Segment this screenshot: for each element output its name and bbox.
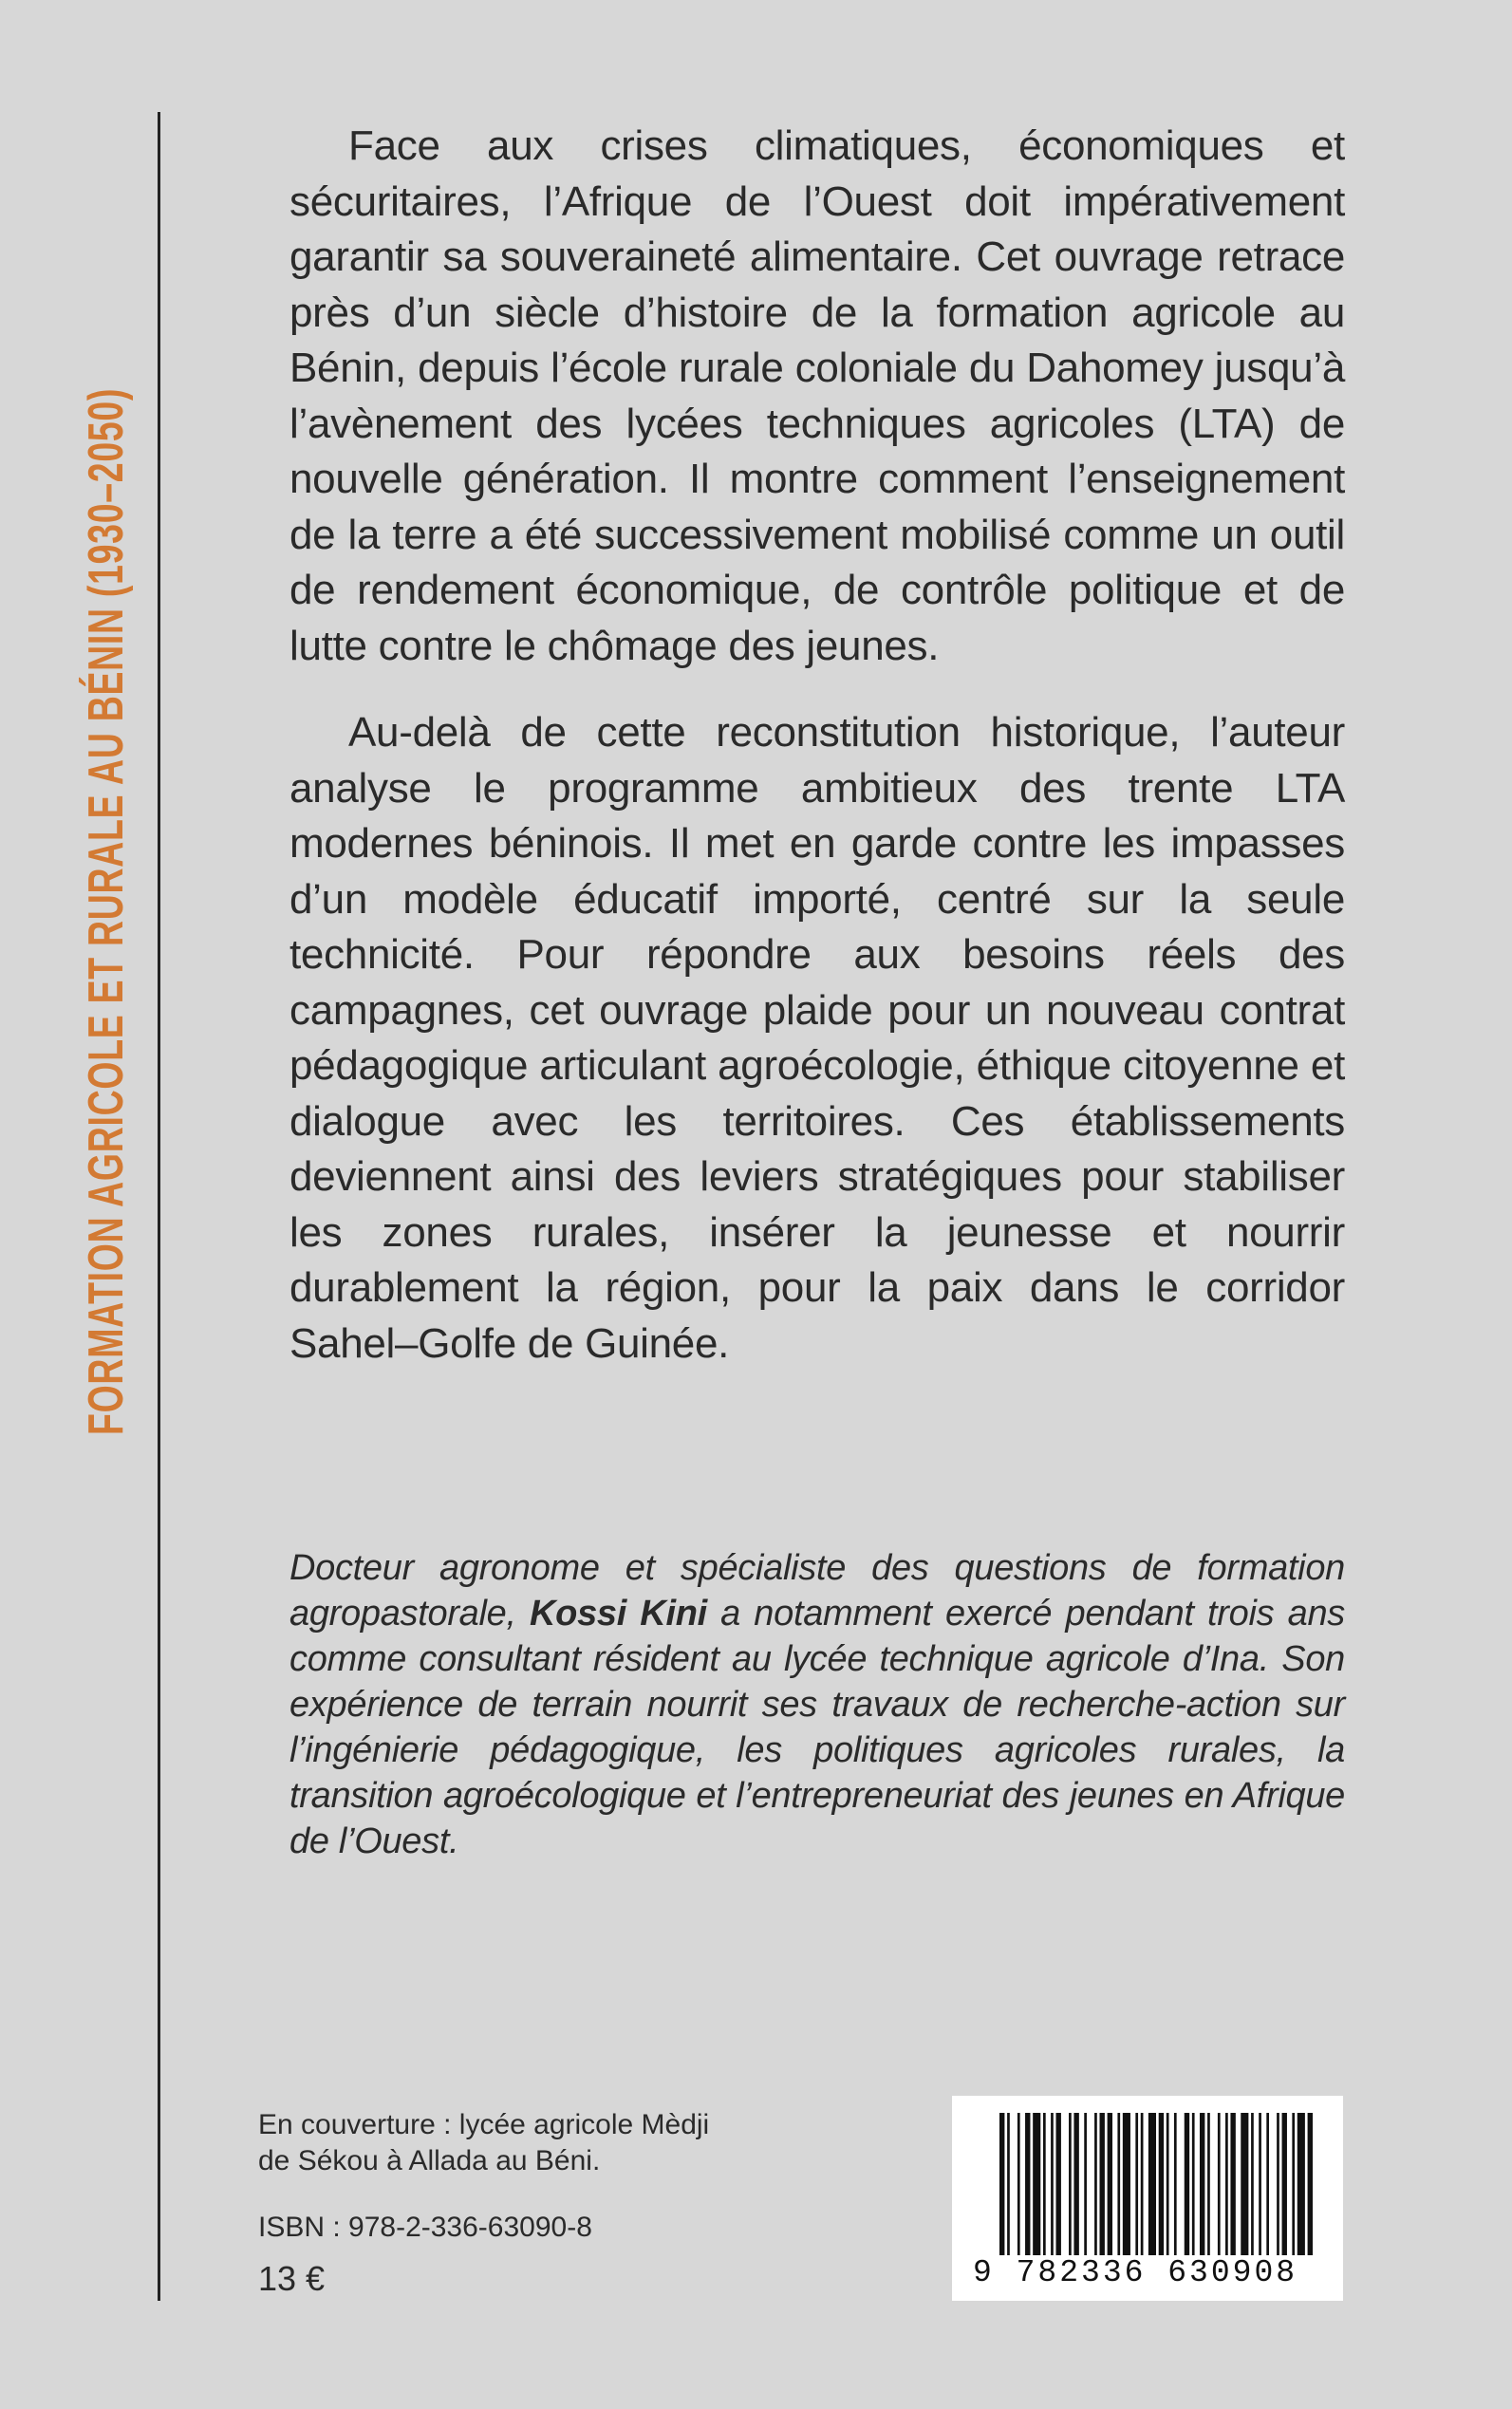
cover-photo-credit	[258, 2107, 709, 2179]
barcode-bars	[999, 2113, 1313, 2255]
bio-intro: Docteur agronome et spécialiste des questions de formation agropastorale,	[289, 1548, 1345, 1634]
barcode-digits: 9 782336 630908	[973, 2255, 1298, 2290]
bio-rest: a notamment exercé pendant trois ans comme consultant résident au lycée technique agricole d’Ina. Son expérience de terrain nourrit ses travaux de recherche-action sur l’ingénierie pédagogique, les politiques agricoles rurales, la transition agroécologique et l’entrepreneuriat des jeunes en Afrique de l’Ouest.	[289, 1594, 1345, 1861]
spine-title: FORMATION AGRICOLE ET RURALE AU BÉNIN (1930–2050)	[79, 387, 134, 1436]
author-name: Kossi Kini	[530, 1594, 707, 1634]
price: 13 €	[258, 2259, 326, 2298]
blurb-paragraph-2: Au-delà de cette reconstitution historique, l’auteur analyse le programme ambitieux des trente LTA modernes béninois. Il met en garde contre les impasses d’un modèle éducatif importé, centré sur la seule technicité. Pour répondre aux besoins réels des campagnes, cet ouvrage plaide pour un nouveau contrat pédagogique articulant agroécologie, éthique citoyenne et dialogue avec les territoires. Ces établissements deviennent ainsi des leviers stratégiques pour stabiliser les zones rurales, insérer la jeunesse et nourrir durablement la région, pour la paix dans le corridor Sahel–Golfe de Guinée.	[289, 709, 1345, 1367]
isbn: ISBN : 978-2-336-63090-8	[258, 2212, 592, 2243]
barcode	[952, 2096, 1343, 2301]
author-bio	[289, 1545, 1345, 1864]
back-cover-blurb	[289, 119, 1345, 1403]
credit-line-2: de Sékou à Allada au Béni.	[258, 2145, 601, 2176]
blurb-paragraph-1: Face aux crises climatiques, économiques et sécuritaires, l’Afrique de l’Ouest doit impérativement garantir sa souveraineté alimentaire. Cet ouvrage retrace près d’un siècle d’histoire de la formation agricole au Bénin, depuis l’école rurale coloniale du Dahomey jusqu’à l’avènement des lycées techniques agricoles (LTA) de nouvelle génération. Il montre comment l’enseignement de la terre a été successivement mobilisé comme un outil de rendement économique, de contrôle politique et de lutte contre le chômage des jeunes.	[289, 122, 1345, 669]
spine-divider	[158, 112, 160, 2301]
credit-line-1: En couverture : lycée agricole Mèdji	[258, 2109, 710, 2140]
